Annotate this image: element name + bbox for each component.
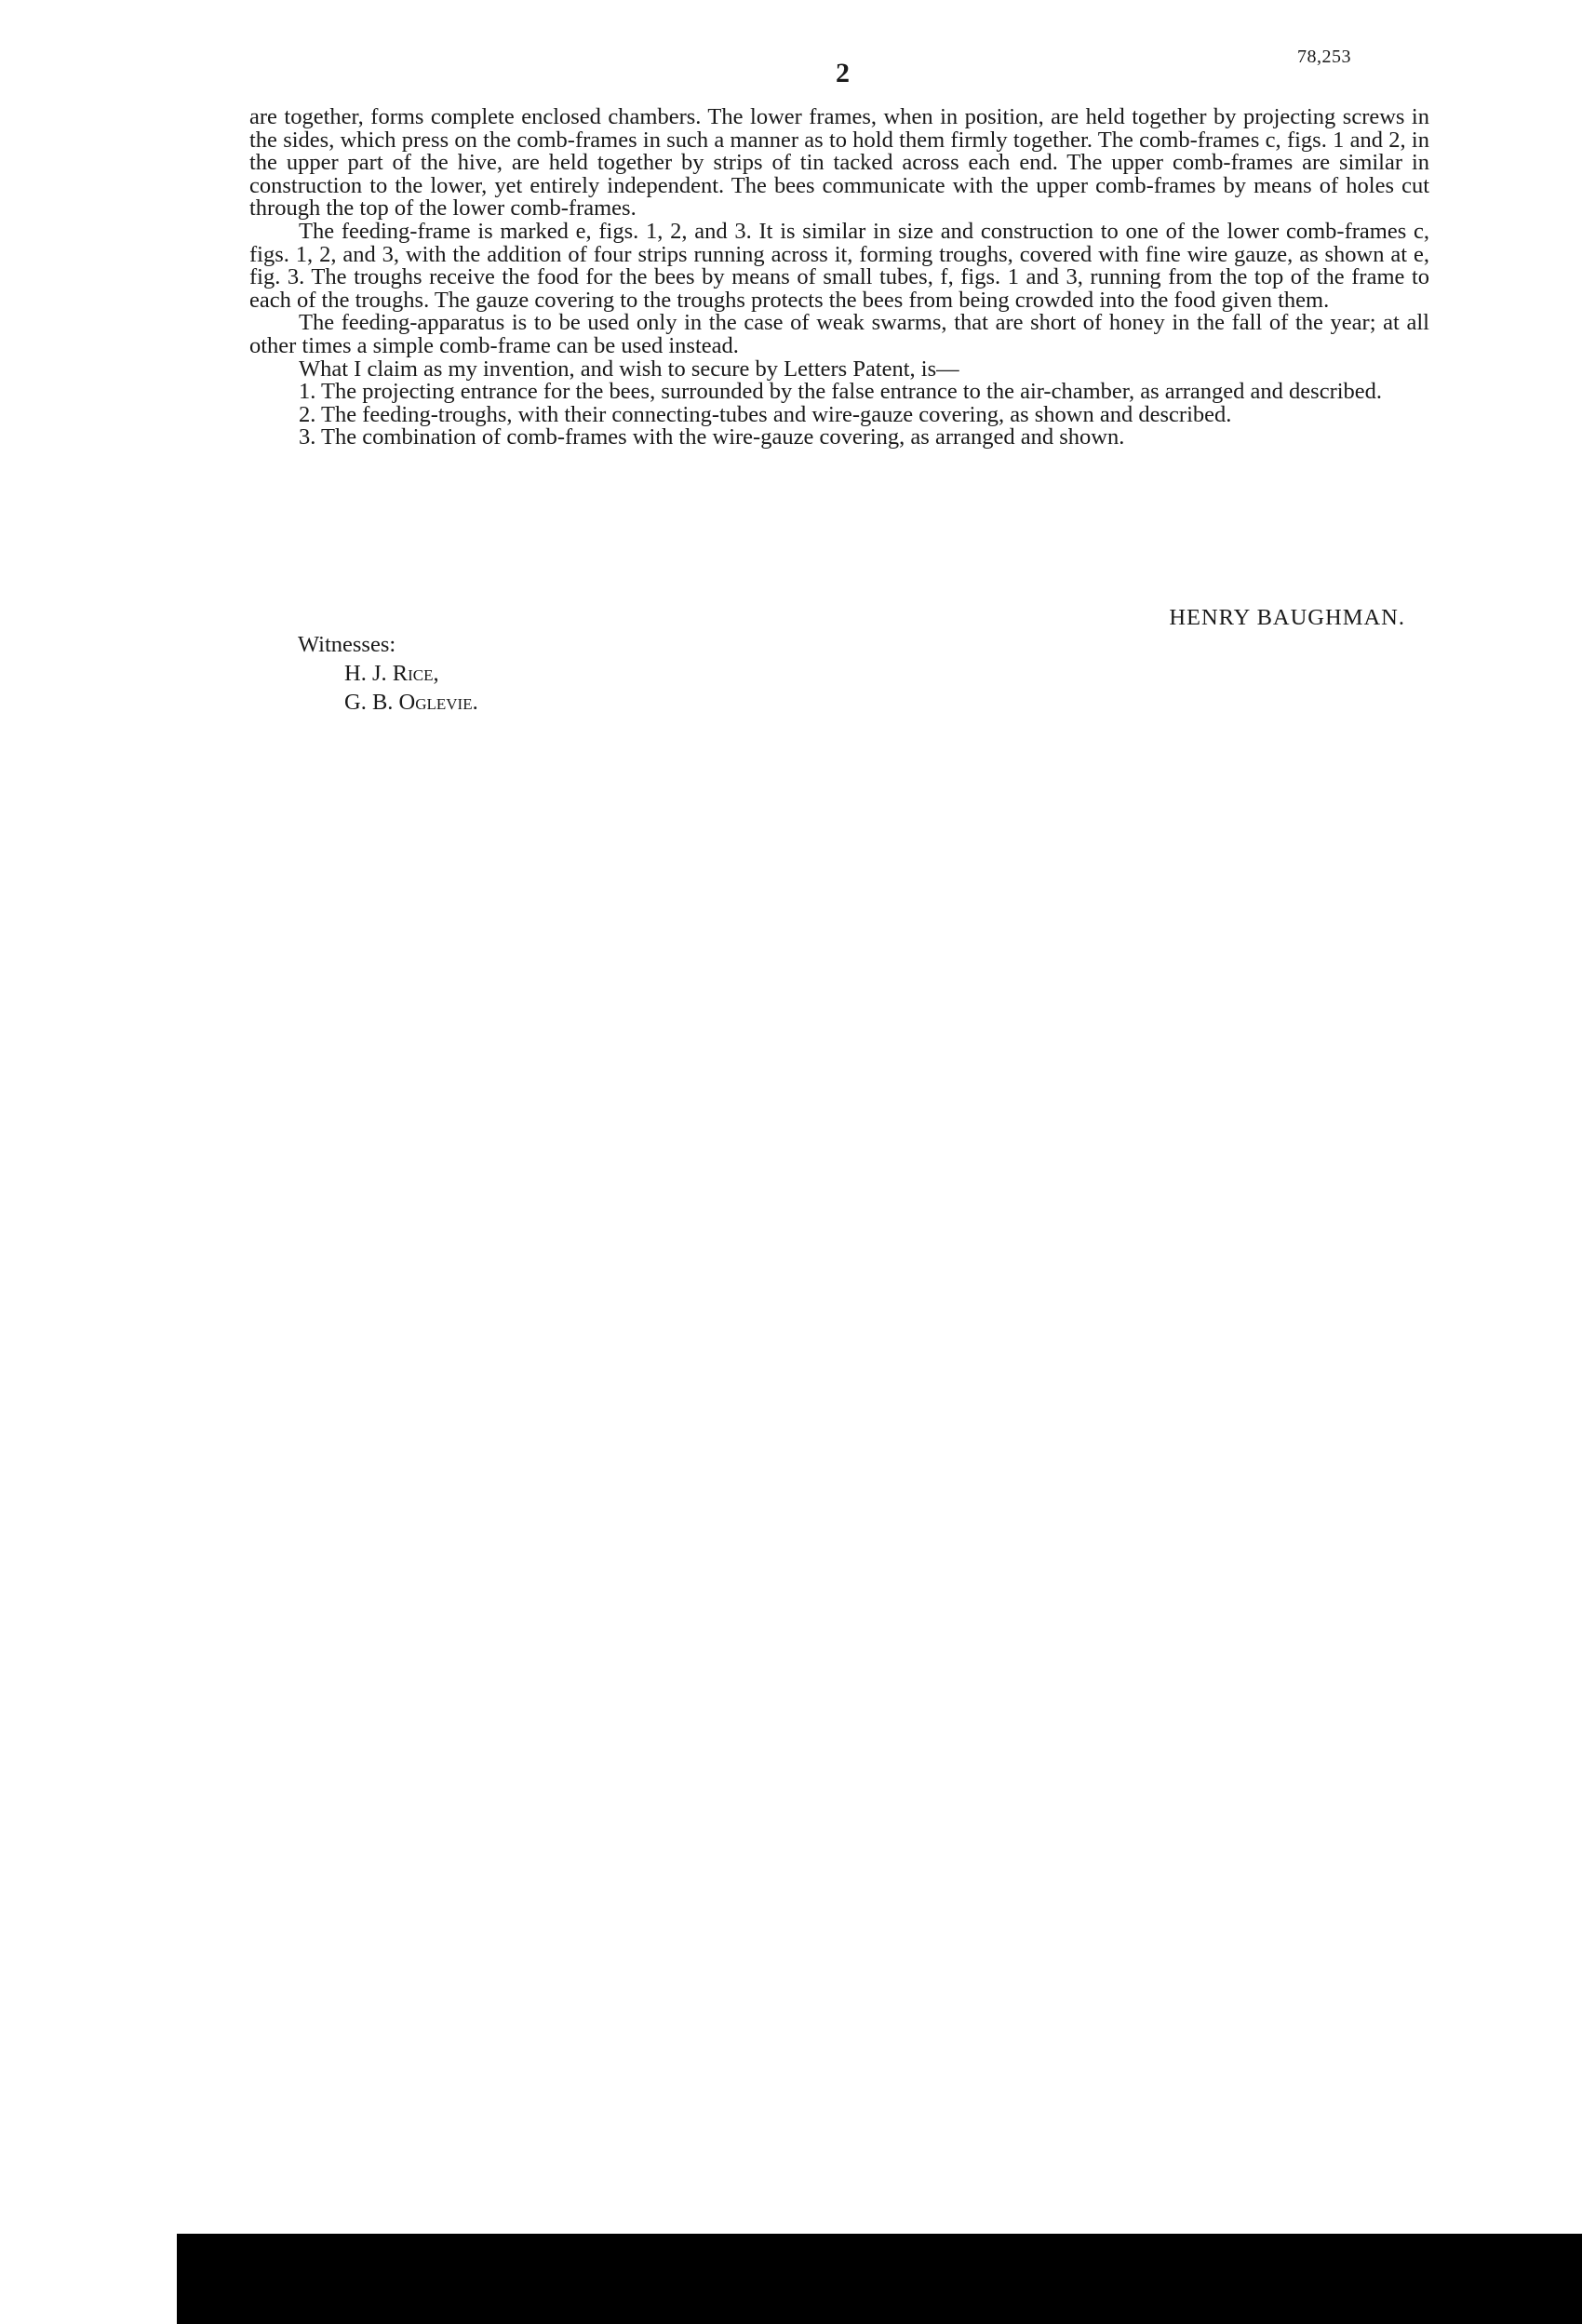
specification-text [249,106,1429,450]
claim-3: 3. The combination of comb-frames with the wire-gauze covering, as arranged and shown. [299,424,1125,450]
patent-number: 78,253 [1297,47,1351,67]
witness-name-2: G. B. Oglevie. [344,690,478,715]
claim-2: 2. The feeding-troughs, with their connecting-tubes and wire-gauze covering, as shown and described. [299,401,1232,427]
witnesses-block [298,630,478,717]
paragraph-feeding-frame: The feeding-frame is marked e, figs. 1, 2, and 3. It is similar in size and construction to one of the lower comb-frames c, figs. 1, 2, and 3, with the addition of four strips running across it, forming troughs, covered with fine wire gauze, as shown at e, fig. 3. The troughs receive the food for the bees by means of small tubes, f, figs. 1 and 3, running from the top of the frame to each of the troughs. The gauze covering to the troughs protects the bees from being crowded into the food given them. [249,218,1429,313]
claim-intro: What I claim as my invention, and wish to secure by Letters Patent, is— [299,356,959,382]
witnesses-label: Witnesses: [298,632,396,657]
paragraph-feeding-apparatus: The feeding-apparatus is to be used only in the case of weak swarms, that are short of honey in the fall of the year; at all other times a simple comb-frame can be used instead. [249,310,1429,358]
witness-name-1: H. J. Rice, [344,661,439,686]
scan-border-bar [177,2234,1582,2324]
page-number: 2 [836,58,850,88]
inventor-signature: HENRY BAUGHMAN. [1169,605,1405,630]
paragraph-continuation: are together, forms complete enclosed chambers. The lower frames, when in position, are held together by projecting screws in the sides, which press on the comb-frames in such a manner as to hold them firmly together. The comb-frames c, figs. 1 and 2, in the upper part of the hive, are held together by strips of tin tacked across each end. The upper comb-frames are similar in construction to the lower, yet entirely independent. The bees communicate with the upper comb-frames by means of holes cut through the top of the lower comb-frames. [249,104,1429,222]
claim-1: 1. The projecting entrance for the bees, surrounded by the false entrance to the air-chamber, as arranged and described. [299,379,1383,405]
